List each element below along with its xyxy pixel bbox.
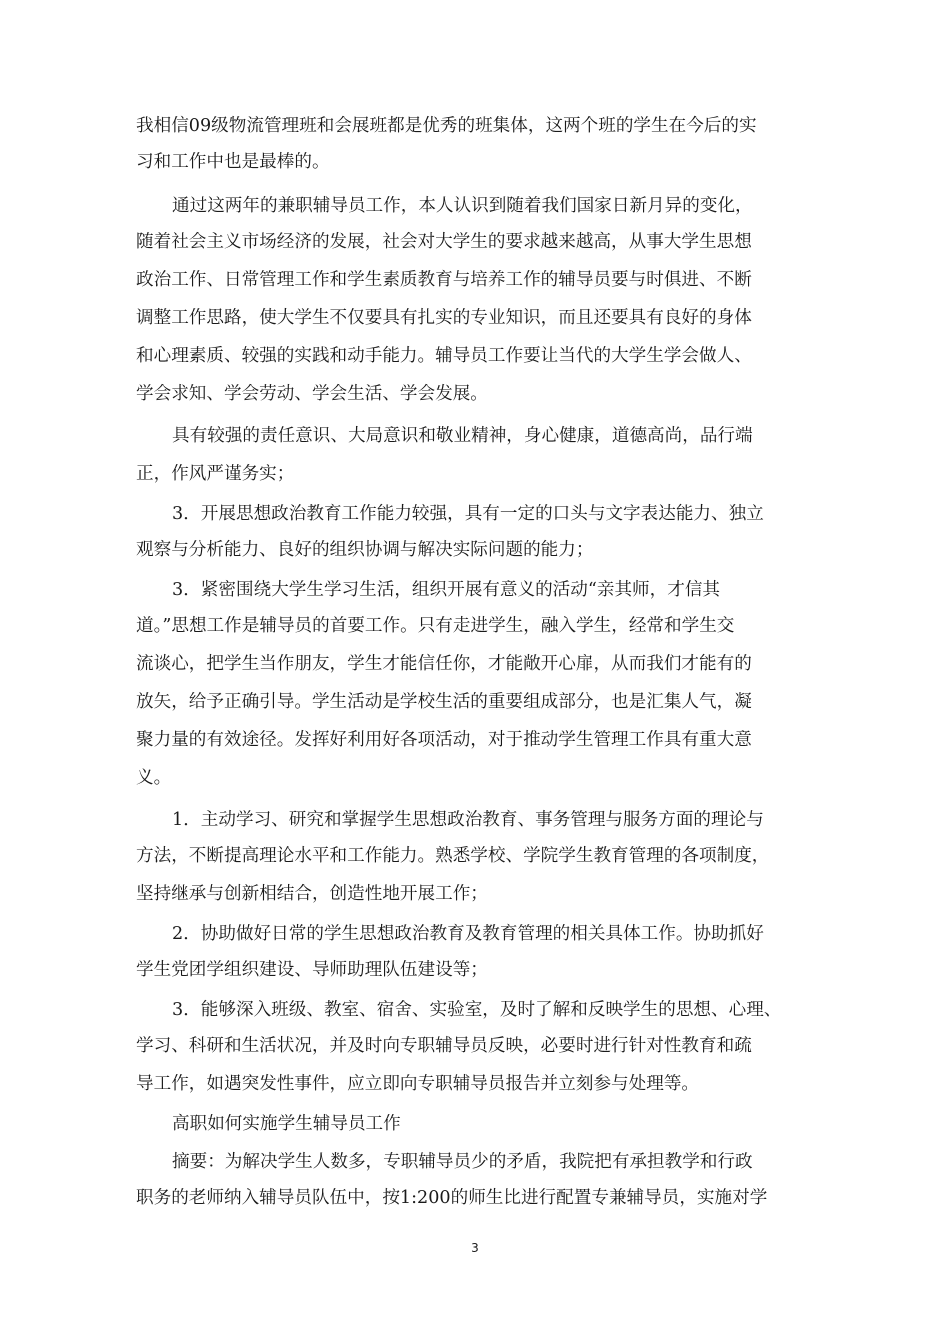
- text-line: 导工作，如遇突发性事件，应立即向专职辅导员报告并立刻参与处理等。: [136, 1074, 700, 1094]
- text-line: 随着社会主义市场经济的发展，社会对大学生的要求越来越高，从事大学生思想: [136, 232, 752, 252]
- text-line: 习和工作中也是最棒的。: [136, 152, 330, 172]
- text-line: 1．主动学习、研究和掌握学生思想政治教育、事务管理与服务方面的理论与: [172, 810, 764, 830]
- text-line: 聚力量的有效途径。发挥好利用好各项活动，对于推动学生管理工作具有重大意: [136, 730, 752, 750]
- text-line: 3．紧密围绕大学生学习生活，组织开展有意义的活动“亲其师，才信其: [172, 580, 721, 600]
- text-line: 放矢，给予正确引导。学生活动是学校生活的重要组成部分，也是汇集人气，凝: [136, 692, 752, 712]
- text-line: 坚持继承与创新相结合，创造性地开展工作；: [136, 884, 488, 904]
- text-line: 我相信09级物流管理班和会展班都是优秀的班集体，这两个班的学生在今后的实: [136, 116, 757, 136]
- text-line: 3．开展思想政治教育工作能力较强，具有一定的口头与文字表达能力、独立: [172, 504, 764, 524]
- text-line: 学习、科研和生活状况，并及时向专职辅导员反映，必要时进行针对性教育和疏: [136, 1036, 752, 1056]
- text-line: 义。: [136, 768, 172, 788]
- text-line: 摘要：为解决学生人数多，专职辅导员少的矛盾，我院把有承担教学和行政: [172, 1152, 753, 1172]
- text-line: 方法，不断提高理论水平和工作能力。熟悉学校、学院学生教育管理的各项制度，: [136, 846, 770, 866]
- text-line: 和心理素质、较强的实践和动手能力。辅导员工作要让当代的大学生学会做人、: [136, 346, 752, 366]
- page-number: 3: [471, 1241, 479, 1255]
- text-line: 职务的老师纳入辅导员队伍中，按1:200的师生比进行配置专兼辅导员，实施对学: [136, 1188, 768, 1208]
- text-line: 政治工作、日常管理工作和学生素质教育与培养工作的辅导员要与时俱进、不断: [136, 270, 752, 290]
- text-line: 学生党团学组织建设、导师助理队伍建设等；: [136, 960, 488, 980]
- section-heading: 高职如何实施学生辅导员工作: [172, 1114, 401, 1134]
- text-line: 3．能够深入班级、教室、宿舍、实验室，及时了解和反映学生的思想、心理、: [172, 1000, 782, 1020]
- text-line: 道。”思想工作是辅导员的首要工作。只有走进学生，融入学生，经常和学生交: [136, 616, 735, 636]
- text-line: 流谈心，把学生当作朋友，学生才能信任你，才能敞开心扉，从而我们才能有的: [136, 654, 752, 674]
- text-line: 学会求知、学会劳动、学会生活、学会发展。: [136, 384, 488, 404]
- text-line: 调整工作思路，使大学生不仅要具有扎实的专业知识，而且还要具有良好的身体: [136, 308, 752, 328]
- text-line: 观察与分析能力、良好的组织协调与解决实际问题的能力；: [136, 540, 594, 560]
- text-line: 正，作风严谨务实；: [136, 464, 295, 484]
- text-line: 具有较强的责任意识、大局意识和敬业精神，身心健康，道德高尚，品行端: [172, 426, 753, 446]
- text-line: 2．协助做好日常的学生思想政治教育及教育管理的相关具体工作。协助抓好: [172, 924, 764, 944]
- text-line: 通过这两年的兼职辅导员工作，本人认识到随着我们国家日新月异的变化，: [172, 196, 753, 216]
